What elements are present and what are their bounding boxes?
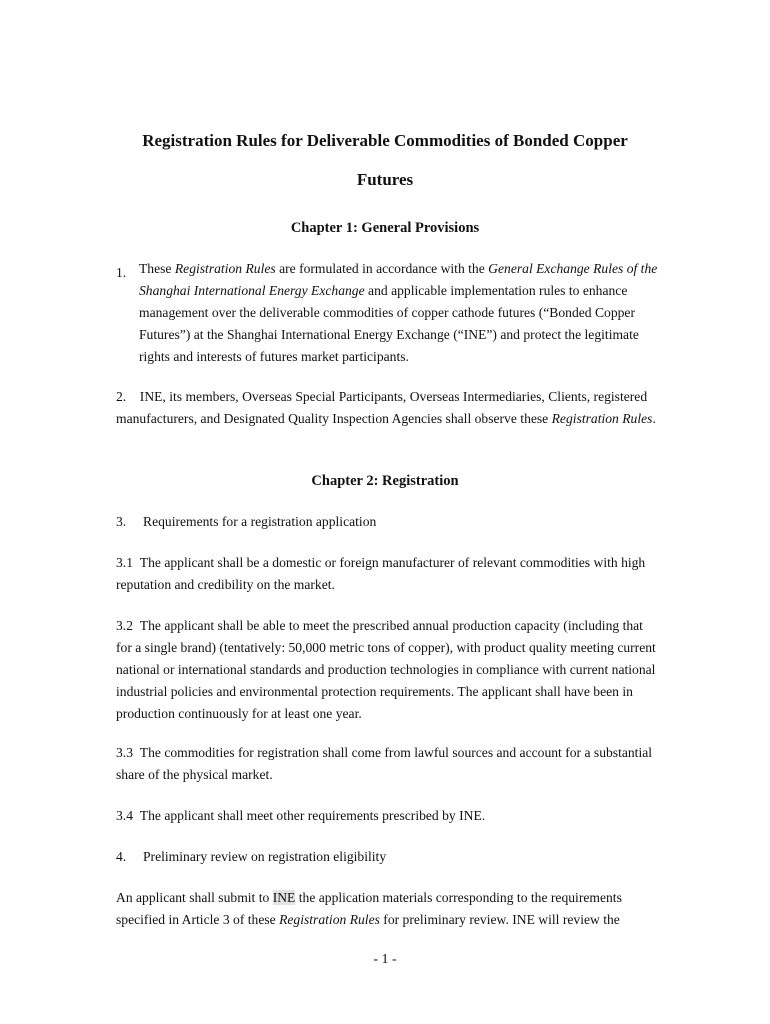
article-4-number: 4. (116, 849, 127, 864)
article-3-1-paragraph: 3.1 The applicant shall be a domestic or foreign manufacturer of relevant commodities with high reputation and credibility on the market. (116, 555, 646, 592)
article-1-paragraph: These Registration Rules are formulated in accordance with the General Exchange Rules of the Shanghai International Energy Exchange and applicable implementation rules to enhance management over the deliverable commodities of copper cathode futures (“Bonded Copper Futures”) at the Shanghai International Energy Exchange (“INE”) and protect the legitimate rights and interests of futures market participants. (139, 261, 658, 364)
document-title-line-1: Registration Rules for Deliverable Commodities of Bonded Copper (142, 131, 628, 150)
article-3-3-paragraph: 3.3 The commodities for registration shall come from lawful sources and account for a substantial share of the physical market. (116, 745, 653, 782)
article-4-body-paragraph: An applicant shall submit to INE the application materials corresponding to the requirements specified in Article 3 of these Registration Rules for preliminary review. INE will review the (116, 890, 622, 927)
page-number: - 1 - (373, 952, 397, 967)
article-3-number: 3. (116, 514, 127, 529)
highlighted-text: INE (272, 890, 296, 905)
article-2-paragraph: 2. INE, its members, Overseas Special Participants, Overseas Intermediaries, Clients, registered manufacturers, and Designated Quality Inspection Agencies shall observe these Registration Rules. (116, 389, 656, 426)
article-3-4-paragraph: 3.4 The applicant shall meet other requirements prescribed by INE. (116, 808, 486, 823)
chapter-1-heading: Chapter 1: General Provisions (290, 220, 480, 236)
article-3-2-paragraph: 3.2 The applicant shall be able to meet the prescribed annual production capacity (including that for a single brand) (tentatively: 50,000 metric tons of copper), with product quality meeting current national or international standards and production technologies in compliance with current national industrial policies and environmental protection requirements. The applicant shall have been in production continuously for at least one year. (116, 618, 656, 721)
article-1-number: 1. (116, 265, 127, 280)
article-3-heading: Requirements for a registration application (143, 514, 377, 529)
article-4-heading: Preliminary review on registration eligibility (143, 849, 387, 864)
document-title-line-2: Futures (356, 170, 414, 189)
chapter-2-heading: Chapter 2: Registration (311, 473, 459, 489)
